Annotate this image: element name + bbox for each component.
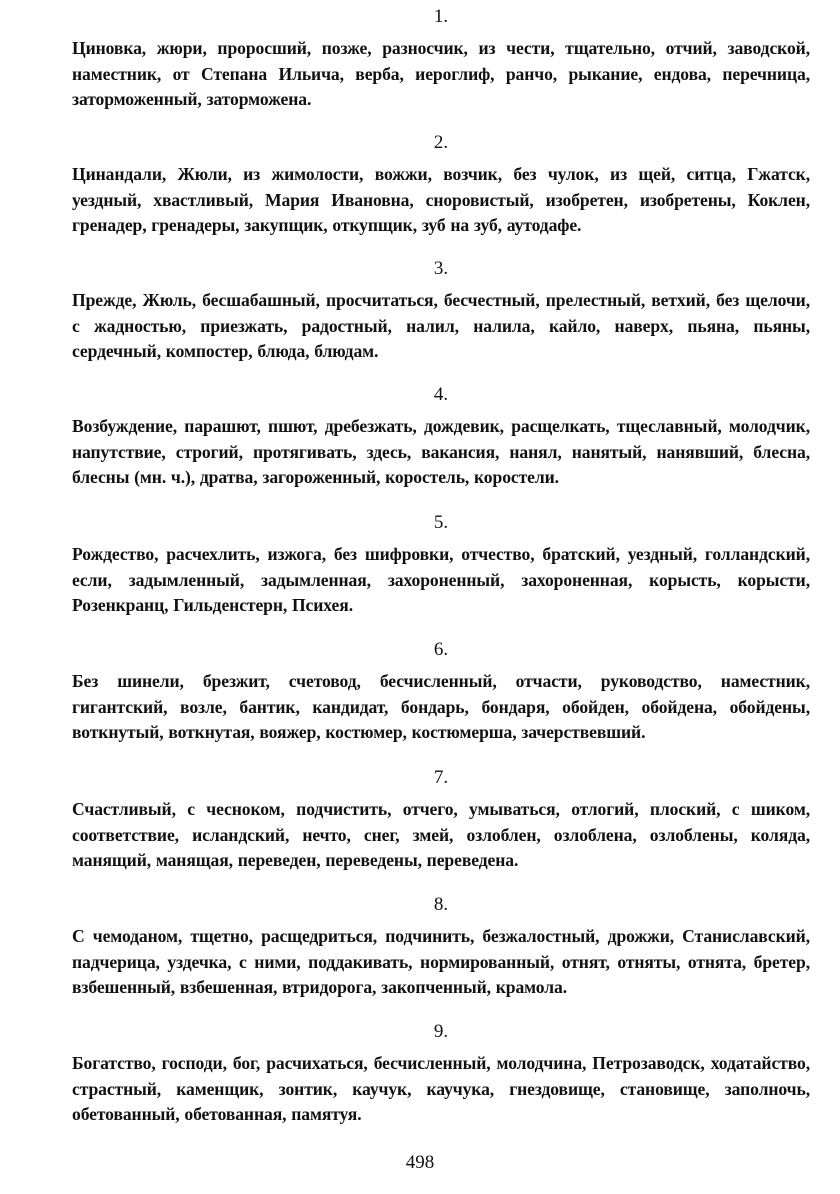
page-number: 498 (405, 1152, 435, 1173)
section-text: Возбуждение, парашют, пшют, дребезжать, дождевик, расщелкать, тщеславный, молодчик, напутствие, строгий, протягивать, здесь, вакансия, нанял, нанятый, нанявший, блесна, блесны (мн. ч.), дратва, загороженный, коростель, коростели. (72, 416, 810, 487)
section-9 (72, 1019, 810, 1128)
section-text: С чемоданом, тщетно, расщедриться, подчинить, безжалостный, дрожжи, Станиславский, падчерица, уздечка, с ними, поддакивать, нормированный, отнят, отняты, отнята, бретер, взбешенный, взбешенная, втридорога, закопченный, крамола. (72, 926, 810, 997)
section-4 (72, 382, 810, 491)
section-text: Прежде, Жюль, бесшабашный, просчитаться, бесчестный, прелестный, ветхий, без щелочи, с жадностью, приезжать, радостный, налил, налила, кайло, наверх, пьяна, пьяны, сердечный, компостер, блюда, блюдам. (72, 290, 810, 361)
section-number: 5. (433, 512, 449, 533)
section-text: Богатство, господи, бог, расчихаться, бесчисленный, молодчина, Петрозаводск, ходатайство, страстный, каменщик, зонтик, каучук, каучука, гнездовище, становище, заполночь, обетованный, обетованная, памятуя. (72, 1053, 810, 1124)
section-text: Циновка, жюри, проросший, позже, разносчик, из чести, тщательно, отчий, заводской, наместник, от Степана Ильича, верба, иероглиф, ранчо, рыкание, ендова, перечница, заторможенный, заторможена. (72, 38, 810, 109)
section-text: Счастливый, с чесноком, подчистить, отчего, умываться, отлогий, плоский, с шиком, соответствие, исландский, нечто, снег, змей, озлоблен, озлоблена, озлоблены, коляда, манящий, манящая, переведен, переведены, переведена. (72, 799, 810, 870)
section-text: Без шинели, брезжит, счетовод, бесчисленный, отчасти, руководство, наместник, гигантский, возле, бантик, кандидат, бондарь, бондаря, обойден, обойдена, обойдены, воткнутый, воткнутая, вояжер, костюмер, костюмерша, зачерствевший. (72, 671, 810, 742)
section-number: 4. (433, 384, 449, 405)
section-8 (72, 892, 810, 1001)
section-1 (72, 4, 810, 113)
section-number: 9. (433, 1021, 449, 1042)
section-3 (72, 256, 810, 365)
section-text: Цинандали, Жюли, из жимолости, вожжи, возчик, без чулок, из щей, ситца, Гжатск, уездный, хвастливый, Мария Ивановна, сноровистый, изобретен, изобретены, Коклен, гренадер, гренадеры, закупщик, откупщик, зуб на зуб, аутодафе. (72, 164, 810, 235)
section-2 (72, 130, 810, 239)
section-6 (72, 637, 810, 746)
section-5 (72, 510, 810, 619)
section-number: 3. (433, 258, 449, 279)
section-7 (72, 765, 810, 874)
section-number: 7. (433, 767, 449, 788)
section-number: 6. (433, 639, 449, 660)
section-number: 1. (433, 6, 449, 27)
section-number: 8. (433, 894, 449, 915)
section-number: 2. (433, 132, 449, 153)
section-text: Рождество, расчехлить, изжога, без шифровки, отчество, братский, уездный, голландский, если, задымленный, задымленная, захороненный, захороненная, корысть, корысти, Розенкранц, Гильденстерн, Психея. (72, 544, 810, 615)
